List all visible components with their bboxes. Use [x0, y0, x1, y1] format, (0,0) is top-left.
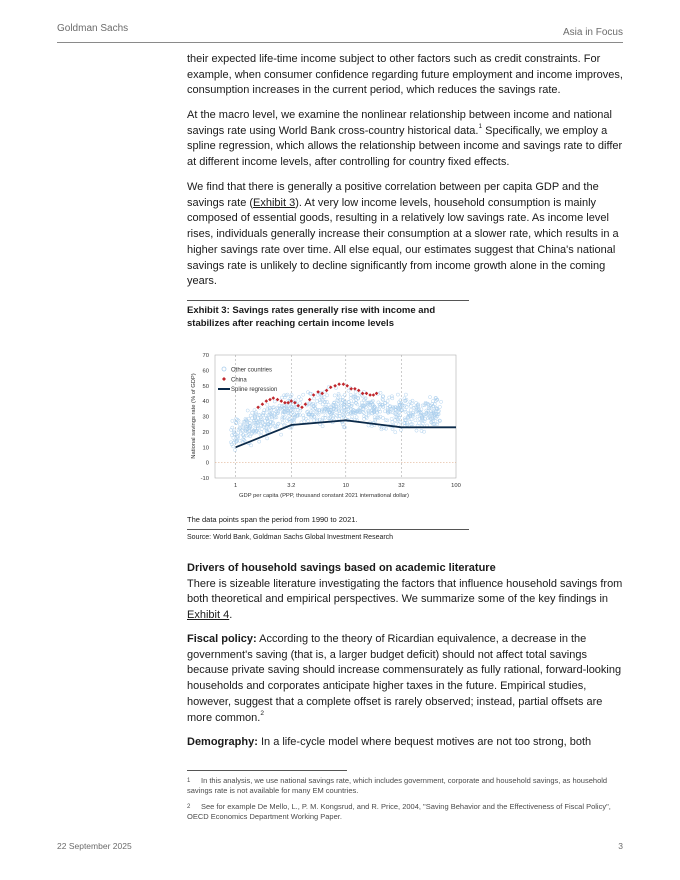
paragraph-1-text: their expected life-time income subject to other factors such as credit constraints. For example, when consumer confidence regarding future employment and income improves, consumption increases in the current period, which reduces the savings rate. — [187, 53, 623, 97]
scatter-point — [415, 429, 418, 432]
y-tick-label: 10 — [202, 445, 209, 452]
scatter-point — [280, 396, 283, 399]
scatter-point — [367, 424, 370, 427]
scatter-point — [306, 419, 309, 422]
china-point — [342, 382, 346, 386]
exhibit-top-rule — [187, 300, 469, 301]
exhibit-title: Exhibit 3: Savings rates generally rise with income and stabilizes after reaching certain income levels — [187, 305, 436, 329]
demography-body: In a life-cycle model where bequest motives are not too strong, both — [257, 736, 592, 748]
section-intro-part-b: . — [229, 609, 233, 622]
scatter-point — [349, 393, 352, 396]
fiscal-policy-paragraph — [187, 632, 624, 726]
china-point — [280, 399, 284, 403]
footnote-divider — [187, 770, 347, 771]
exhibit-bottom-rule — [187, 529, 469, 530]
legend-spline-label: Spline regression — [231, 387, 278, 393]
exhibit-4-link[interactable]: Exhibit 4 — [187, 609, 230, 622]
y-tick-label: 20 — [202, 429, 209, 436]
scatter-point — [404, 410, 407, 413]
scatter-point — [362, 411, 365, 414]
x-tick-label: 32 — [398, 483, 405, 489]
footer-page-number: 3 — [618, 841, 623, 851]
china-point — [312, 393, 316, 397]
china-point — [272, 396, 276, 400]
scatter-point — [297, 396, 300, 399]
paragraph-2-text — [187, 108, 624, 171]
scatter-point — [428, 396, 431, 399]
scatter-point — [354, 391, 357, 394]
china-point — [308, 398, 312, 402]
demography-text — [187, 735, 624, 751]
footnote-2-number: 2 — [187, 804, 191, 810]
scatter-point — [312, 419, 315, 422]
section-title: Drivers of household savings based on academic literature — [187, 562, 496, 574]
scatter-point — [394, 431, 397, 434]
scatter-point — [246, 409, 249, 412]
scatter-point — [382, 398, 385, 401]
scatter-point — [234, 449, 237, 452]
scatter-point — [399, 428, 402, 431]
exhibit-note: The data points span the period from 1990 to 2021. — [187, 515, 358, 524]
china-point — [300, 406, 304, 410]
scatter-point — [404, 393, 407, 396]
footnotes — [187, 776, 624, 828]
header-publication: Asia in Focus — [562, 27, 623, 38]
y-tick-label: 0 — [205, 460, 209, 467]
y-tick-label: 70 — [202, 353, 209, 359]
exhibit-source: Source: World Bank, Goldman Sachs Global Investment Research — [187, 534, 394, 541]
exhibit-3-link[interactable]: Exhibit 3 — [253, 196, 296, 209]
scatter-point — [251, 411, 254, 414]
scatter-point — [313, 397, 316, 400]
china-point — [261, 402, 265, 406]
scatter-point — [326, 394, 329, 397]
china-point — [372, 393, 376, 397]
header-divider — [57, 42, 623, 43]
scatter-point — [294, 399, 297, 402]
paragraph-1 — [187, 52, 624, 99]
fiscal-policy-text — [187, 632, 624, 726]
scatter-point — [280, 433, 283, 436]
paragraph-2-part-b: Specifically, we employ a spline regression, which allows the relationship between income and savings rate to differ at different income levels, after controlling for country fixed effects. — [187, 124, 623, 169]
china-point — [304, 402, 308, 406]
scatter-point — [266, 403, 269, 406]
footnote-1 — [187, 776, 624, 796]
scatter-point — [316, 393, 319, 396]
legend-china-marker — [222, 377, 226, 381]
scatter-point — [231, 419, 234, 422]
scatter-point — [347, 389, 350, 392]
paragraph-3-part-b: ). At very low income levels, household consumption is mainly composed of essential goods, resulting in a relatively low savings rate. As income level rises, individuals generally increase their consumption at a slower rate, which results in a higher savings rate over time. All else equal, our estimates suggest that China's national savings rate is unlikely to decline significantly from income growth alone in the coming years. — [187, 196, 619, 288]
paragraph-3 — [187, 180, 624, 290]
scatter-point — [273, 400, 276, 403]
header-brand: Goldman Sachs — [57, 23, 129, 34]
scatter-point — [321, 403, 324, 406]
scatter-point — [355, 416, 358, 419]
scatter-point — [273, 413, 276, 416]
scatter-point — [281, 421, 284, 424]
paragraph-3-text — [187, 180, 624, 290]
y-tick-label: 30 — [202, 414, 209, 421]
scatter-point — [302, 393, 305, 396]
section-intro-text — [187, 577, 624, 624]
chart-svg — [187, 348, 469, 503]
x-tick-label: 1 — [233, 483, 238, 489]
fiscal-policy-body: According to the theory of Ricardian equivalence, a decrease in the government's saving (that is, a larger budget deficit) should not affect total savings because private saving should increase commensurately as fully rational, forward-looking households and corporates anticipate higher taxes in the future. Empirical studies, however, suggest that a complete offset is rarely observed; instead, partial offsets are more common. — [187, 633, 622, 724]
x-tick-label: 100 — [451, 483, 461, 489]
paragraph-2 — [187, 108, 624, 171]
footnote-2-text: See for example De Mello, L., P. M. Kongsrud, and R. Price, 2004, "Saving Behavior and the Effectiveness of Fiscal Policy", OECD Economics Department Working Paper. — [187, 802, 611, 821]
y-axis-label: National savings rate (% of GDP) — [191, 373, 197, 459]
footnote-ref-2[interactable]: 2 — [260, 709, 264, 717]
scatter-point — [390, 395, 393, 398]
china-point — [333, 384, 337, 388]
y-tick-label: 40 — [202, 399, 209, 406]
scatter-point — [258, 440, 261, 443]
china-point — [337, 382, 341, 386]
x-tick-label: 10 — [342, 483, 350, 489]
scatter-point — [250, 417, 253, 420]
scatter-point — [239, 423, 242, 426]
scatter-point — [260, 427, 263, 430]
scatter-point — [396, 393, 399, 396]
scatter-point — [409, 408, 412, 411]
china-point — [268, 398, 272, 402]
legend-other-marker — [222, 367, 226, 371]
legend-other-label: Other countries — [231, 367, 273, 374]
scatter-point — [362, 408, 365, 411]
china-point — [325, 389, 329, 393]
section-intro — [187, 561, 624, 624]
scatter-point — [386, 399, 389, 402]
footnote-2 — [187, 802, 624, 822]
scatter-point — [229, 441, 232, 444]
legend-china-label: China — [231, 377, 247, 384]
paragraph-2-part-a: At the macro level, we examine the nonlinear relationship between income and national savings rate using World Bank cross-country historical data. — [187, 109, 612, 137]
exhibit-3-chart — [187, 348, 469, 503]
scatter-point — [299, 401, 302, 404]
demography-paragraph — [187, 735, 624, 751]
scatter-point — [333, 394, 336, 397]
x-tick-label: 3.2 — [287, 483, 296, 489]
footer-date: 22 September 2025 — [57, 841, 132, 851]
footnote-1-text: In this analysis, we use national savings rate, which includes government, corporate and household savings, as household savings rate is not available for many EM countries. — [187, 776, 608, 795]
paragraph-3-part-a: We find that there is generally a positive correlation between per capita GDP and the savings rate ( — [187, 181, 599, 209]
demography-label: Demography: — [187, 736, 258, 748]
fiscal-policy-label: Fiscal policy: — [187, 633, 257, 645]
y-tick-label: -10 — [200, 476, 209, 482]
china-point — [368, 393, 372, 397]
scatter-point — [299, 398, 302, 401]
scatter-point — [394, 423, 397, 426]
china-point — [353, 387, 357, 391]
scatter-point — [258, 414, 261, 417]
scatter-point — [394, 419, 397, 422]
scatter-point — [440, 400, 443, 403]
y-tick-label: 60 — [202, 368, 209, 375]
x-axis-label: GDP per capita (PPP, thousand constant 2021 international dollar) — [239, 493, 409, 499]
footnote-ref-1[interactable]: 1 — [478, 122, 483, 130]
china-point — [265, 399, 269, 403]
scatter-point — [390, 417, 393, 420]
section-intro-part-a: There is sizeable literature investigating the factors that influence household savings from both theoretical and empirical perspectives. We summarize some of the key findings in — [187, 577, 623, 606]
scatter-point — [266, 437, 269, 440]
y-tick-label: 50 — [202, 383, 209, 390]
scatter-point — [414, 419, 417, 422]
scatter-point — [233, 429, 236, 432]
footnote-1-number: 1 — [187, 778, 191, 784]
scatter-point — [321, 425, 324, 428]
